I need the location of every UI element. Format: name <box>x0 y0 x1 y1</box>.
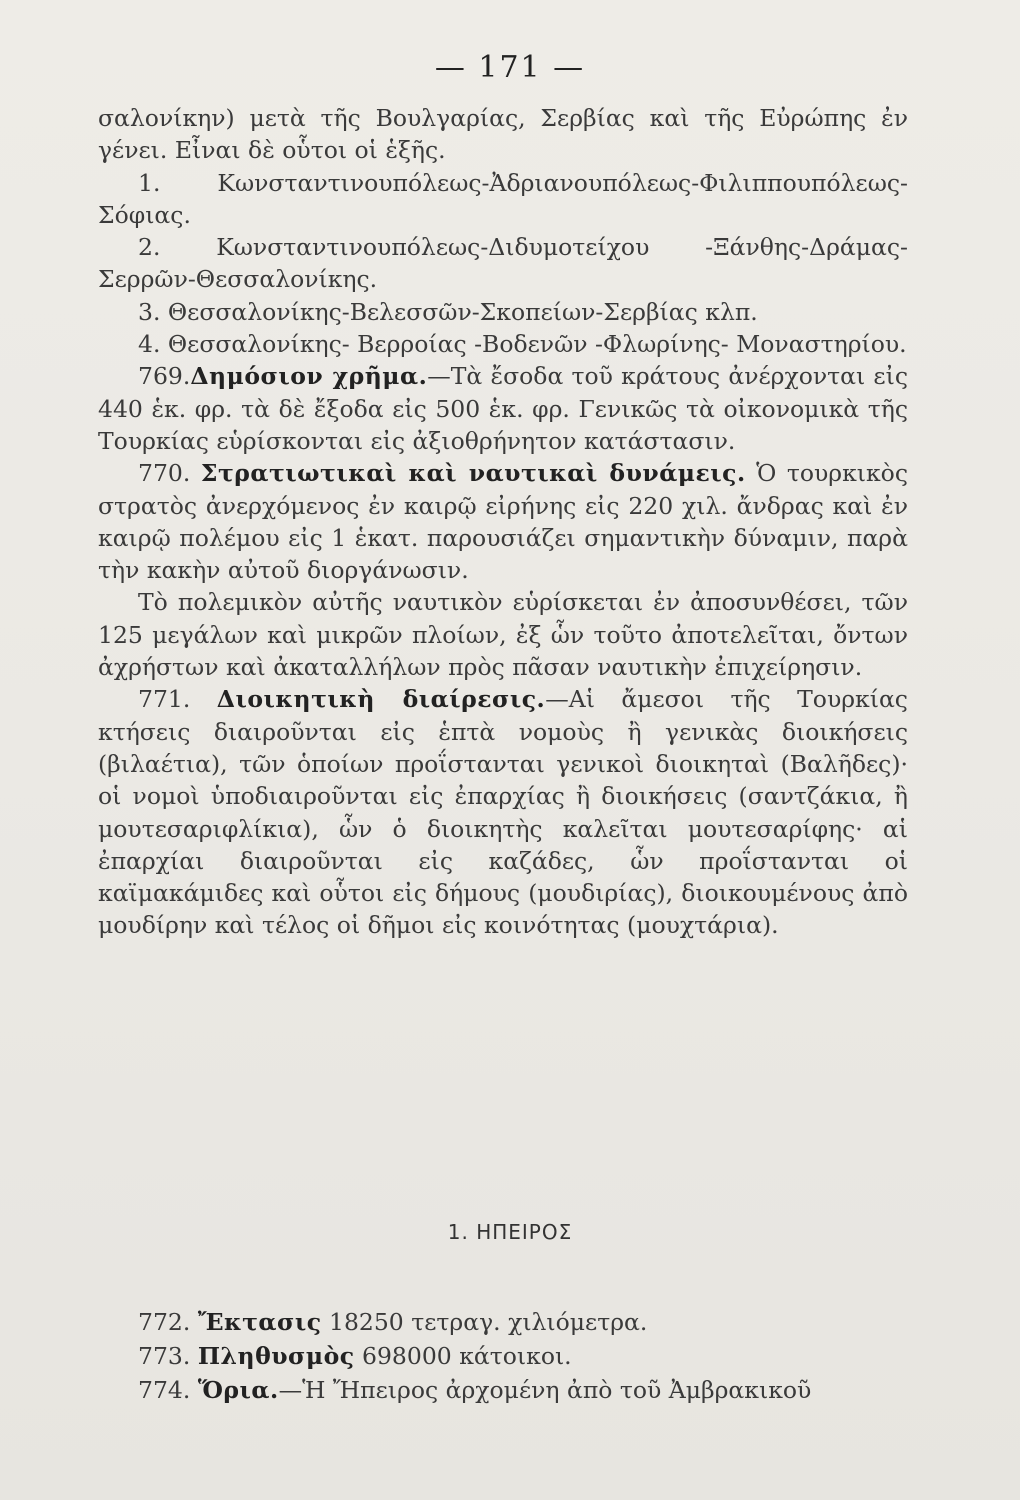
section-heading: 1. ΗΠΕΙΡΟΣ <box>447 1220 573 1244</box>
paragraph-770-continued: Τὸ πολεμικὸν αὐτῆς ναυτικὸν εὑρίσκεται ἐν ἀποσυνθέσει, τῶν 125 μεγάλων καὶ μικρῶν πλοίων, ἐξ ὧν τοῦτο ἀποτελεῖται, ὄντων ἀχρήστων καὶ ἀκαταλλήλων πρὸς πᾶσαν ναυτικὴν ἐπιχείρησιν. <box>98 588 908 682</box>
paragraph-number: 770. <box>138 459 191 488</box>
route-item-3: 3. Θεσσαλονίκης-Βελεσσῶν-Σκοπείων-Σερβίας κλπ. <box>138 297 758 326</box>
paragraph-772 <box>98 1305 908 1339</box>
paragraph-number: 769. <box>138 362 191 391</box>
paragraph-773 <box>98 1339 908 1373</box>
paragraph-text: 18250 τετραγ. χιλιόμετρα. <box>321 1308 648 1336</box>
route-item-1: 1. Κωνσταντινουπόλεως-Ἀδριανουπόλεως-Φιλιππουπόλεως-Σόφιας. <box>98 168 908 229</box>
paragraph-text: —Αἱ ἄμεσοι τῆς Τουρκίας κτήσεις διαιροῦνται εἰς ἑπτὰ νομοὺς ἢ γενικὰς διοικήσεις (βιλαέτια), τῶν ὁποίων προΐστανται γενικοὶ διοικηταὶ (Βαλῆδες)· οἱ νομοὶ ὑποδιαιροῦνται εἰς ἐπαρχίας ἢ διοικήσεις (σαντζάκια, ἢ μουτεσαριφλίκια), ὧν ὁ διοικητὴς καλεῖται μουτεσαρίφης· αἱ ἐπαρχίαι διαιροῦνται εἰς καζάδες, ὧν προΐστανται οἱ καϊμακάμιδες καὶ οὗτοι εἰς δήμους (μουδιρίας), διοικουμένους ἀπὸ μουδίρην καὶ τέλος οἱ δῆμοι εἰς κοινότητας (μουχτάρια). <box>98 685 908 940</box>
paragraph-text: 698000 κάτοικοι. <box>354 1342 572 1370</box>
paragraph-title: Διοικητικὴ διαίρεσις. <box>216 685 546 714</box>
paragraph-intro: σαλονίκην) μετὰ τῆς Βουλγαρίας, Σερβίας καὶ τῆς Εὐρώπης ἐν γένει. Εἶναι δὲ οὗτοι οἱ ἑξῆς. <box>98 104 908 165</box>
paragraph-774 <box>98 1373 908 1407</box>
section-body <box>98 1305 908 1407</box>
paragraph-text: Ὁ τουρκικὸς στρατὸς ἀνερχόμενος ἐν καιρῷ εἰρήνης εἰς 220 χιλ. ἄνδρας καὶ ἐν καιρῷ πολέμου εἰς 1 ἑκατ. παρουσιάζει σημαντικὴν δύναμιν, παρὰ τὴν κακὴν αὐτοῦ διοργάνωσιν. <box>98 459 908 585</box>
route-item-4: 4. Θεσσαλονίκης- Βερροίας -Βοδενῶν -Φλωρίνης- Μοναστηρίου. <box>138 330 907 359</box>
body-text <box>98 102 908 942</box>
paragraph-title: Πληθυσμὸς <box>197 1342 355 1370</box>
paragraph-number: 773. <box>138 1342 191 1370</box>
route-item-2: 2. Κωνσταντινουπόλεως-Διδυμοτείχου -Ξάνθης-Δράμας-Σερρῶν-Θεσσαλονίκης. <box>98 233 908 294</box>
paragraph-text: —Τὰ ἔσοδα τοῦ κράτους ἀνέρχονται εἰς 440 ἑκ. φρ. τὰ δὲ ἔξοδα εἰς 500 ἑκ. φρ. Γενικῶς τὰ οἰκονομικὰ τῆς Τουρκίας εὑρίσκονται εἰς ἀξιοθρήνητον κατάστασιν. <box>98 362 908 455</box>
paragraph-title: Ὅρια. <box>197 1376 279 1404</box>
paragraph-771 <box>98 683 908 941</box>
paragraph-title: Δημόσιον χρῆμα. <box>190 362 428 391</box>
paragraph-title: Ἔκτασις <box>197 1308 322 1336</box>
page-number: — 171 — <box>434 50 586 85</box>
paragraph-769 <box>98 360 908 457</box>
paragraph-title: Στρατιωτικαὶ καὶ ναυτικαὶ δυνάμεις. <box>200 459 746 488</box>
paragraph-text: —Ἡ Ἤπειρος ἀρχομένη ἀπὸ τοῦ Ἀμβρακικοῦ <box>278 1376 812 1404</box>
paragraph-number: 772. <box>138 1308 191 1336</box>
paragraph-number: 771. <box>138 685 191 714</box>
paragraph-number: 774. <box>138 1376 191 1404</box>
paragraph-770 <box>98 457 908 586</box>
